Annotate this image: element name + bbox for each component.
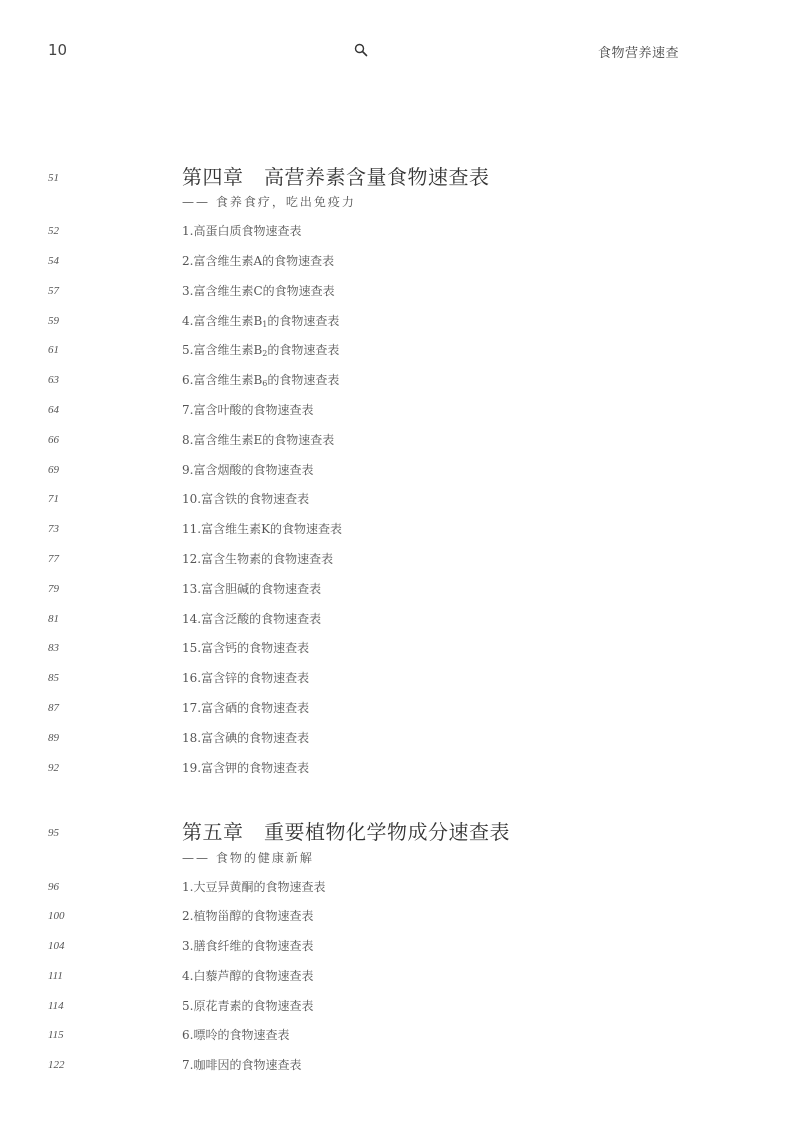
entry-page-number: 79	[48, 583, 59, 595]
entry-title: 3.膳食纤维的食物速查表	[182, 939, 314, 953]
entry-title: 11.富含维生素K的食物速查表	[182, 522, 343, 536]
toc-entry[interactable]	[0, 729, 800, 749]
toc-entry[interactable]	[0, 490, 800, 510]
chapter-page-number: 51	[48, 172, 59, 184]
entry-title: 5.原花青素的食物速查表	[182, 999, 314, 1013]
entry-page-number: 114	[48, 1000, 64, 1012]
entry-title: 4.富含维生素$B_1$的食物速查表	[182, 314, 340, 329]
chapter-title: 第五章 重要植物化学物成分速查表	[182, 820, 510, 844]
entry-page-number: 83	[48, 642, 59, 654]
entry-page-number: 69	[48, 464, 59, 476]
entry-page-number: 64	[48, 404, 59, 416]
entry-title: 6.富含维生素$B_6$的食物速查表	[182, 373, 340, 388]
toc-entry[interactable]	[0, 997, 800, 1017]
entry-title: 9.富含烟酸的食物速查表	[182, 463, 314, 477]
toc-entry[interactable]	[0, 401, 800, 421]
chapter-subtitle: —— 食养食疗，吃出免疫力	[182, 195, 356, 209]
search-icon[interactable]	[354, 43, 368, 57]
running-title: 食物营养速查	[598, 46, 680, 61]
toc-entry[interactable]	[0, 252, 800, 272]
entry-title: 8.富含维生素E的食物速查表	[182, 433, 335, 447]
entry-title: 10.富含铁的食物速查表	[182, 492, 310, 506]
entry-page-number: 115	[48, 1029, 64, 1041]
entry-page-number: 85	[48, 672, 59, 684]
entry-title: 13.富含胆碱的食物速查表	[182, 582, 322, 596]
toc-entry[interactable]	[0, 1056, 800, 1076]
toc-entry[interactable]	[0, 907, 800, 927]
entry-title: 16.富含锌的食物速查表	[182, 671, 310, 685]
toc-entry[interactable]	[0, 431, 800, 451]
entry-title: 1.高蛋白质食物速查表	[182, 224, 302, 238]
entry-title: 12.富含生物素的食物速查表	[182, 552, 334, 566]
toc-entry[interactable]	[0, 878, 800, 898]
entry-page-number: 100	[48, 910, 65, 922]
entry-page-number: 96	[48, 881, 59, 893]
toc-entry[interactable]	[0, 610, 800, 630]
entry-title: 14.富含泛酸的食物速查表	[182, 612, 322, 626]
chapter-heading[interactable]	[0, 820, 800, 845]
entry-title: 3.富含维生素C的食物速查表	[182, 284, 335, 298]
toc-entry[interactable]	[0, 580, 800, 600]
entry-title: 15.富含钙的食物速查表	[182, 641, 310, 655]
page-number: 10	[48, 41, 68, 59]
entry-page-number: 71	[48, 493, 59, 505]
toc-entry[interactable]	[0, 222, 800, 242]
entry-page-number: 81	[48, 613, 59, 625]
toc-entry[interactable]	[0, 937, 800, 957]
chapter-subtitle: —— 食物的健康新解	[182, 851, 314, 865]
entry-title: 19.富含钾的食物速查表	[182, 761, 310, 775]
entry-page-number: 59	[48, 315, 59, 327]
chapter-page-number: 95	[48, 827, 59, 839]
entry-title: 7.富含叶酸的食物速查表	[182, 403, 314, 417]
entry-page-number: 54	[48, 255, 59, 267]
toc-entry[interactable]	[0, 520, 800, 540]
toc-entry[interactable]	[0, 639, 800, 659]
toc-entry[interactable]	[0, 699, 800, 719]
entry-title: 4.白藜芦醇的食物速查表	[182, 969, 314, 983]
entry-page-number: 87	[48, 702, 59, 714]
entry-page-number: 77	[48, 553, 59, 565]
toc-entry[interactable]	[0, 341, 800, 361]
toc-entry[interactable]	[0, 550, 800, 570]
toc-entry[interactable]	[0, 967, 800, 987]
entry-page-number: 122	[48, 1059, 65, 1071]
chapter-title: 第四章 高营养素含量食物速查表	[182, 165, 490, 189]
entry-title: 2.植物甾醇的食物速查表	[182, 909, 314, 923]
entry-page-number: 111	[48, 970, 63, 982]
toc-entry[interactable]	[0, 371, 800, 391]
entry-page-number: 52	[48, 225, 59, 237]
entry-page-number: 66	[48, 434, 59, 446]
entry-title: 18.富含碘的食物速查表	[182, 731, 310, 745]
entry-title: 1.大豆异黄酮的食物速查表	[182, 880, 326, 894]
entry-title: 7.咖啡因的食物速查表	[182, 1058, 302, 1072]
entry-page-number: 104	[48, 940, 65, 952]
entry-page-number: 73	[48, 523, 59, 535]
toc-entry[interactable]	[0, 669, 800, 689]
entry-title: 5.富含维生素$B_2$的食物速查表	[182, 343, 340, 358]
toc-entry[interactable]	[0, 759, 800, 779]
chapter-heading[interactable]	[0, 165, 800, 190]
toc-entry[interactable]	[0, 1026, 800, 1046]
toc-entry[interactable]	[0, 312, 800, 332]
entry-title: 6.嘌呤的食物速查表	[182, 1028, 290, 1042]
entry-title: 17.富含硒的食物速查表	[182, 701, 310, 715]
entry-title: 2.富含维生素A的食物速查表	[182, 254, 335, 268]
toc-entry[interactable]	[0, 461, 800, 481]
toc-entry[interactable]	[0, 282, 800, 302]
entry-page-number: 57	[48, 285, 59, 297]
page-header	[0, 0, 800, 80]
entry-page-number: 92	[48, 762, 59, 774]
entry-page-number: 89	[48, 732, 59, 744]
entry-page-number: 61	[48, 344, 59, 356]
entry-page-number: 63	[48, 374, 59, 386]
